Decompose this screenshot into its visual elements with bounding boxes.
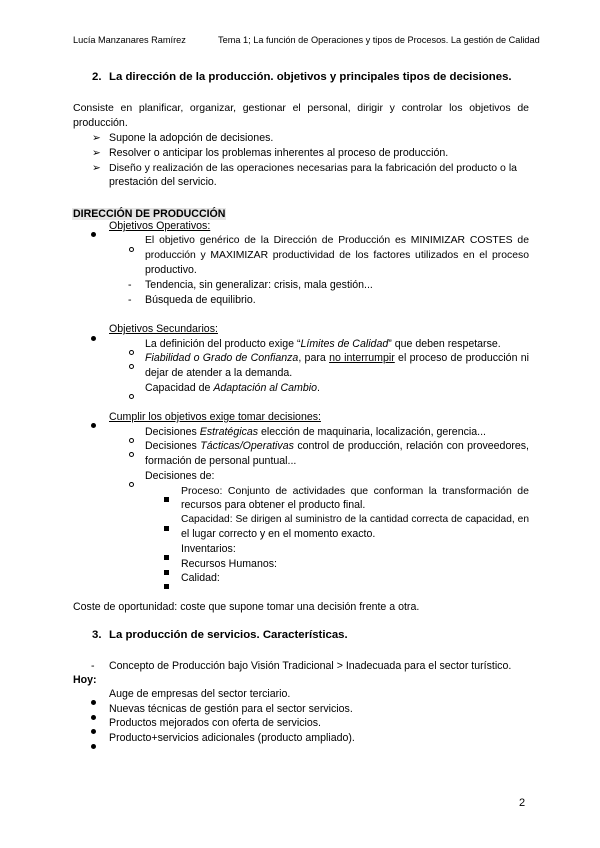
operativos-line-1: El objetivo genérico de la Dirección de Producción es MINIMIZAR COSTES de bbox=[145, 235, 529, 246]
decision-proceso-line1: Proceso: Conjunto de actividades que conforman la transformación de bbox=[181, 485, 529, 497]
intro-line-2: producción. bbox=[73, 117, 128, 129]
decision-rrhh: Recursos Humanos: bbox=[181, 558, 277, 570]
decision-capacidad-line2: el lugar correcto y en el momento exacto. bbox=[181, 528, 376, 540]
dash-icon: - bbox=[128, 279, 132, 291]
hoy-label: Hoy: bbox=[73, 674, 97, 686]
decision-proceso-line2: recursos para obtener el producto final. bbox=[181, 499, 366, 511]
arrow-bullet-icon: ➢ bbox=[92, 132, 101, 144]
decision-calidad: Calidad: bbox=[181, 572, 220, 584]
decisiones-tacticas: Decisiones Tácticas/Operativas control de producción, relación con proveedores, bbox=[145, 440, 529, 452]
decisiones-label: Cumplir los objetivos exige tomar decisiones: bbox=[109, 411, 321, 423]
square-bullet-icon bbox=[164, 576, 169, 594]
direccion-heading-text: DIRECCIÓN DE PRODUCCIÓN bbox=[73, 208, 226, 220]
decisiones-estrategicas: Decisiones Estratégicas elección de maquinaria, localización, gerencia... bbox=[145, 426, 486, 438]
circle-bullet-icon bbox=[129, 239, 134, 257]
dash-icon: - bbox=[128, 294, 132, 306]
secundarios-item-2: Fiabilidad o Grado de Confianza, para no interrumpir el proceso de producción ni bbox=[145, 352, 529, 364]
bullet-diseno-line2: prestación del servicio. bbox=[109, 176, 217, 188]
bullet-decisiones: Supone la adopción de decisiones. bbox=[109, 132, 274, 144]
operativos-dash-1: Tendencia, sin generalizar: crisis, mala gestión... bbox=[145, 279, 373, 291]
secundarios-item-2-line2: dejar de atender a la demanda. bbox=[145, 367, 293, 379]
section-2-number: 2. bbox=[92, 71, 102, 83]
secundarios-item-1: La definición del producto exige “Límites de Calidad” que deben respetarse. bbox=[145, 338, 501, 350]
hoy-item-2: Nuevas técnicas de gestión para el sector servicios. bbox=[109, 703, 353, 715]
dash-icon: - bbox=[91, 660, 95, 672]
section-3-title: La producción de servicios. Características. bbox=[109, 629, 348, 641]
bullet-dot-icon bbox=[91, 736, 96, 754]
bullet-dot-icon bbox=[91, 415, 96, 433]
header-topic: Tema 1; La función de Operaciones y tipos de Procesos. La gestión de Calidad bbox=[218, 35, 540, 45]
operativos-line-2: producción y MAXIMIZAR productividad de los factores utilizados en el proceso bbox=[145, 250, 529, 261]
bullet-resolver: Resolver o anticipar los problemas inherentes al proceso de producción. bbox=[109, 147, 449, 159]
objetivos-secundarios-label: Objetivos Secundarios: bbox=[109, 323, 218, 335]
hoy-item-3: Productos mejorados con oferta de servicios. bbox=[109, 717, 321, 729]
secundarios-item-3: Capacidad de Adaptación al Cambio. bbox=[145, 382, 320, 394]
hoy-item-4: Producto+servicios adicionales (producto ampliado). bbox=[109, 732, 355, 744]
operativos-line-3: productivo. bbox=[145, 264, 197, 276]
concepto-produccion: Concepto de Producción bajo Visión Tradicional > Inadecuada para el sector turístico. bbox=[109, 660, 512, 672]
hoy-item-1: Auge de empresas del sector terciario. bbox=[109, 688, 291, 700]
square-bullet-icon bbox=[164, 489, 169, 507]
bullet-dot-icon bbox=[91, 328, 96, 346]
page-number: 2 bbox=[519, 797, 526, 809]
header-author: Lucía Manzanares Ramírez bbox=[73, 35, 186, 45]
bullet-dot-icon bbox=[91, 224, 96, 242]
arrow-bullet-icon: ➢ bbox=[92, 162, 101, 174]
square-bullet-icon bbox=[164, 518, 169, 536]
decision-inventarios: Inventarios: bbox=[181, 543, 236, 555]
operativos-dash-2: Búsqueda de equilibrio. bbox=[145, 294, 256, 306]
section-3-number: 3. bbox=[92, 629, 102, 641]
decision-capacidad-line1: Capacidad: Se dirigen al suministro de la cantidad correcta de capacidad, en bbox=[181, 514, 529, 525]
circle-bullet-icon bbox=[129, 474, 134, 492]
bullet-diseno-line1: Diseño y realización de las operaciones necesarias para la fabricación del producto o la bbox=[109, 162, 517, 174]
objetivos-operativos-label: Objetivos Operativos: bbox=[109, 220, 211, 232]
circle-bullet-icon bbox=[129, 444, 134, 462]
section-2-title: La dirección de la producción. objetivos y principales tipos de decisiones. bbox=[109, 71, 512, 83]
intro-line-1: Consiste en planificar, organizar, gestionar el personal, dirigir y controlar los objetivos de bbox=[73, 102, 529, 114]
circle-bullet-icon bbox=[129, 356, 134, 374]
circle-bullet-icon bbox=[129, 386, 134, 404]
coste-oportunidad: Coste de oportunidad: coste que supone tomar una decisión frente a otra. bbox=[73, 601, 420, 613]
arrow-bullet-icon: ➢ bbox=[92, 147, 101, 159]
decisiones-tacticas-line2: formación de personal puntual... bbox=[145, 455, 297, 467]
decisiones-de: Decisiones de: bbox=[145, 470, 215, 482]
